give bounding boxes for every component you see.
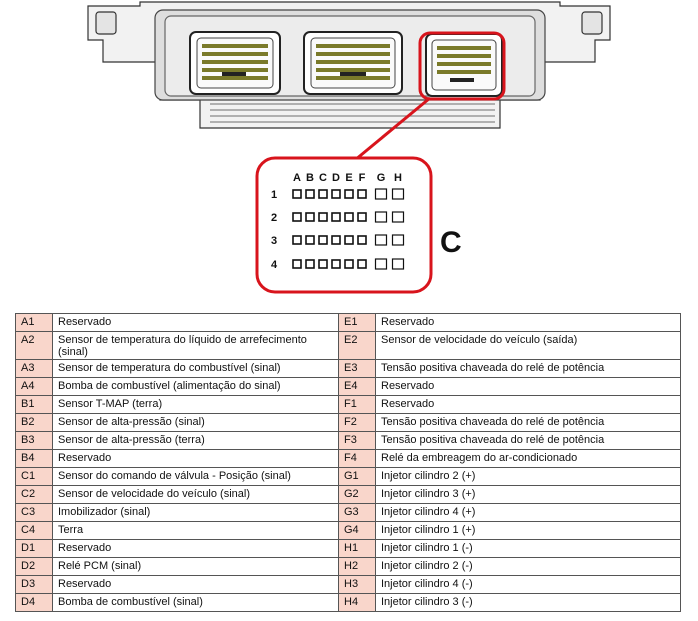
- pin-description: Tensão positiva chaveada do relé de potência: [376, 414, 681, 432]
- pin-cavity: [293, 213, 301, 221]
- connector-a: [190, 32, 280, 94]
- column-label: E: [345, 172, 353, 184]
- pin-cavity: [319, 260, 327, 268]
- pin-description: Sensor de temperatura do combustível (sinal): [53, 360, 339, 378]
- pin-cavity: [358, 190, 366, 198]
- pin-description: Terra: [53, 522, 339, 540]
- pin-cavity: [345, 213, 353, 221]
- pin-code: F1: [339, 396, 376, 414]
- pin-code: E3: [339, 360, 376, 378]
- pin-description: Reservado: [53, 540, 339, 558]
- table-row: [16, 332, 681, 360]
- ecu-connector-diagram: [0, 0, 698, 310]
- table-row: [16, 396, 681, 414]
- pin-cavity: [345, 260, 353, 268]
- pin-cavity: [376, 259, 387, 269]
- pin-description: Injetor cilindro 1 (-): [376, 540, 681, 558]
- pin-description: Injetor cilindro 2 (-): [376, 558, 681, 576]
- pin-cavity: [358, 260, 366, 268]
- table-row: [16, 360, 681, 378]
- pin-description: Injetor cilindro 2 (+): [376, 468, 681, 486]
- pin-cavity: [358, 236, 366, 244]
- pin-code: G2: [339, 486, 376, 504]
- pin-code: F2: [339, 414, 376, 432]
- row-label: 3: [270, 235, 278, 247]
- pin-cavity: [358, 213, 366, 221]
- pin-cavity: [293, 260, 301, 268]
- pin-cavity: [393, 212, 404, 222]
- pin-cavity: [332, 190, 340, 198]
- pin-code: D3: [16, 576, 53, 594]
- column-label: C: [319, 172, 327, 184]
- pin-cavity: [306, 260, 314, 268]
- pin-code: F4: [339, 450, 376, 468]
- table-row: [16, 432, 681, 450]
- pin-cavity: [376, 235, 387, 245]
- pin-code: F3: [339, 432, 376, 450]
- pin-description: Injetor cilindro 3 (-): [376, 594, 681, 612]
- pin-description: Relé da embreagem do ar-condicionado: [376, 450, 681, 468]
- table-row: [16, 314, 681, 332]
- table-row: [16, 522, 681, 540]
- table-row: [16, 414, 681, 432]
- pin-description: Injetor cilindro 4 (-): [376, 576, 681, 594]
- pin-description: Injetor cilindro 4 (+): [376, 504, 681, 522]
- row-label: 2: [270, 212, 278, 224]
- column-label: H: [394, 172, 402, 184]
- pin-code: B2: [16, 414, 53, 432]
- pin-description: Reservado: [53, 450, 339, 468]
- pin-description: Sensor de alta-pressão (sinal): [53, 414, 339, 432]
- pin-code: B4: [16, 450, 53, 468]
- pin-code: C1: [16, 468, 53, 486]
- pin-description: Injetor cilindro 1 (+): [376, 522, 681, 540]
- column-label: G: [376, 172, 386, 184]
- pin-code: G1: [339, 468, 376, 486]
- pin-description: Reservado: [53, 314, 339, 332]
- pin-description: Reservado: [376, 396, 681, 414]
- pin-code: G4: [339, 522, 376, 540]
- pin-description: Injetor cilindro 3 (+): [376, 486, 681, 504]
- pin-cavity: [306, 236, 314, 244]
- pin-cavity: [306, 213, 314, 221]
- table-row: [16, 486, 681, 504]
- table-row: [16, 450, 681, 468]
- column-label: F: [358, 172, 366, 184]
- column-label: B: [306, 172, 314, 184]
- pin-cavity: [293, 236, 301, 244]
- pin-cavity: [393, 189, 404, 199]
- pin-code: C2: [16, 486, 53, 504]
- connector-letter: C: [440, 226, 462, 259]
- pin-cavity: [376, 189, 387, 199]
- pin-cavity: [306, 190, 314, 198]
- pin-code: A2: [16, 332, 53, 360]
- pin-description: Tensão positiva chaveada do relé de potência: [376, 360, 681, 378]
- connector-c: [420, 33, 504, 99]
- callout-box: [257, 158, 431, 292]
- pin-cavity: [345, 236, 353, 244]
- pin-cavity: [293, 190, 301, 198]
- ecu-drawing: [0, 0, 698, 310]
- pin-code: A1: [16, 314, 53, 332]
- pin-description: Sensor de alta-pressão (terra): [53, 432, 339, 450]
- table-row: [16, 468, 681, 486]
- pin-code: H2: [339, 558, 376, 576]
- pin-description: Imobilizador (sinal): [53, 504, 339, 522]
- pin-cavity: [376, 212, 387, 222]
- pin-code: E1: [339, 314, 376, 332]
- pin-code: C4: [16, 522, 53, 540]
- pin-cavity: [332, 213, 340, 221]
- pin-table: [15, 313, 681, 612]
- pin-code: D2: [16, 558, 53, 576]
- pin-description: Sensor de velocidade do veículo (sinal): [53, 486, 339, 504]
- pin-description: Sensor do comando de válvula - Posição (sinal): [53, 468, 339, 486]
- pin-code: D1: [16, 540, 53, 558]
- table-row: [16, 540, 681, 558]
- pin-description: Reservado: [53, 576, 339, 594]
- pin-code: H3: [339, 576, 376, 594]
- pin-description: Sensor T-MAP (terra): [53, 396, 339, 414]
- pin-cavity: [319, 190, 327, 198]
- pin-description: Tensão positiva chaveada do relé de potência: [376, 432, 681, 450]
- pin-code: B3: [16, 432, 53, 450]
- connector-b: [304, 32, 402, 94]
- pin-code: H4: [339, 594, 376, 612]
- column-label: D: [332, 172, 340, 184]
- pin-code: H1: [339, 540, 376, 558]
- row-label: 1: [270, 189, 278, 201]
- pin-code: G3: [339, 504, 376, 522]
- table-row: [16, 576, 681, 594]
- table-row: [16, 378, 681, 396]
- pin-cavity: [393, 259, 404, 269]
- pin-cavity: [345, 190, 353, 198]
- pin-code: A4: [16, 378, 53, 396]
- pin-description: Reservado: [376, 378, 681, 396]
- pin-cavity: [393, 235, 404, 245]
- table-row: [16, 504, 681, 522]
- pin-cavity: [319, 236, 327, 244]
- pin-description: Bomba de combustível (alimentação do sinal): [53, 378, 339, 396]
- pin-description: Sensor de velocidade do veículo (saída): [376, 332, 681, 360]
- pin-code: E2: [339, 332, 376, 360]
- pin-code: E4: [339, 378, 376, 396]
- pin-description: Relé PCM (sinal): [53, 558, 339, 576]
- row-label: 4: [270, 259, 278, 271]
- pin-cavity: [319, 213, 327, 221]
- pin-code: B1: [16, 396, 53, 414]
- pin-code: D4: [16, 594, 53, 612]
- table-row: [16, 594, 681, 612]
- table-row: [16, 558, 681, 576]
- pin-code: C3: [16, 504, 53, 522]
- column-label: A: [293, 172, 301, 184]
- pin-code: A3: [16, 360, 53, 378]
- pin-cavity: [332, 260, 340, 268]
- pin-description: Sensor de temperatura do líquido de arrefecimento (sinal): [53, 332, 339, 360]
- pin-description: Bomba de combustível (sinal): [53, 594, 339, 612]
- pin-description: Reservado: [376, 314, 681, 332]
- pin-cavity: [332, 236, 340, 244]
